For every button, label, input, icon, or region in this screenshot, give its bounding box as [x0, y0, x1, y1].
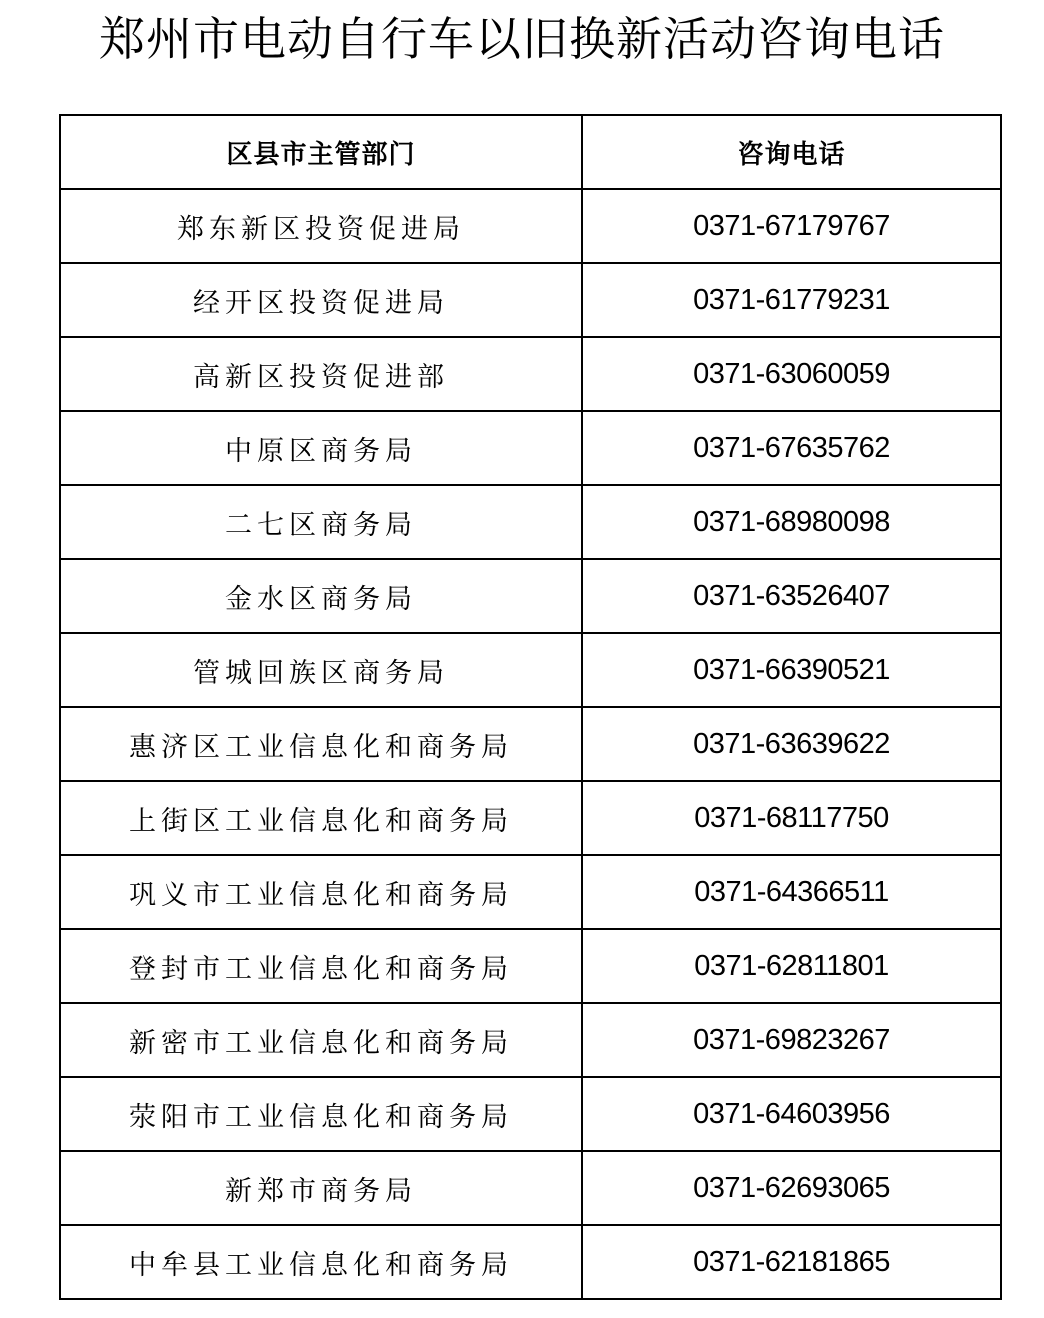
department-cell: 二七区商务局 — [60, 485, 582, 559]
phone-cell: 0371-63639622 — [582, 707, 1001, 781]
phone-cell: 0371-66390521 — [582, 633, 1001, 707]
department-cell: 上街区工业信息化和商务局 — [60, 781, 582, 855]
column-header-department: 区县市主管部门 — [60, 115, 582, 189]
phone-cell: 0371-63060059 — [582, 337, 1001, 411]
department-cell: 中原区商务局 — [60, 411, 582, 485]
phone-cell: 0371-68117750 — [582, 781, 1001, 855]
department-cell: 新密市工业信息化和商务局 — [60, 1003, 582, 1077]
table-row — [60, 485, 1001, 559]
table-row — [60, 1003, 1001, 1077]
phone-cell: 0371-63526407 — [582, 559, 1001, 633]
phone-cell: 0371-69823267 — [582, 1003, 1001, 1077]
table-row — [60, 411, 1001, 485]
department-cell: 管城回族区商务局 — [60, 633, 582, 707]
phone-cell: 0371-64366511 — [582, 855, 1001, 929]
department-cell: 郑东新区投资促进局 — [60, 189, 582, 263]
phone-cell: 0371-62181865 — [582, 1225, 1001, 1299]
department-cell: 荥阳市工业信息化和商务局 — [60, 1077, 582, 1151]
phone-cell: 0371-61779231 — [582, 263, 1001, 337]
department-cell: 金水区商务局 — [60, 559, 582, 633]
department-cell: 高新区投资促进部 — [60, 337, 582, 411]
department-cell: 中牟县工业信息化和商务局 — [60, 1225, 582, 1299]
header-row — [60, 115, 1001, 189]
table-row — [60, 189, 1001, 263]
phone-cell: 0371-62811801 — [582, 929, 1001, 1003]
department-cell: 巩义市工业信息化和商务局 — [60, 855, 582, 929]
table-row — [60, 1225, 1001, 1299]
table-row — [60, 337, 1001, 411]
phone-cell: 0371-62693065 — [582, 1151, 1001, 1225]
table-row — [60, 559, 1001, 633]
table-row — [60, 855, 1001, 929]
department-cell: 惠济区工业信息化和商务局 — [60, 707, 582, 781]
table-row — [60, 633, 1001, 707]
table-row — [60, 1077, 1001, 1151]
department-cell: 登封市工业信息化和商务局 — [60, 929, 582, 1003]
table-row — [60, 1151, 1001, 1225]
phone-cell: 0371-67635762 — [582, 411, 1001, 485]
table-row — [60, 929, 1001, 1003]
contact-table — [59, 114, 1002, 1300]
phone-cell: 0371-68980098 — [582, 485, 1001, 559]
table-body — [60, 189, 1001, 1299]
table-header — [60, 115, 1001, 189]
table-row — [60, 781, 1001, 855]
phone-cell: 0371-67179767 — [582, 189, 1001, 263]
table-row — [60, 707, 1001, 781]
table-row — [60, 263, 1001, 337]
column-header-phone: 咨询电话 — [582, 115, 1001, 189]
phone-cell: 0371-64603956 — [582, 1077, 1001, 1151]
department-cell: 新郑市商务局 — [60, 1151, 582, 1225]
department-cell: 经开区投资促进局 — [60, 263, 582, 337]
page-title: 郑州市电动自行车以旧换新活动咨询电话 — [99, 12, 945, 66]
